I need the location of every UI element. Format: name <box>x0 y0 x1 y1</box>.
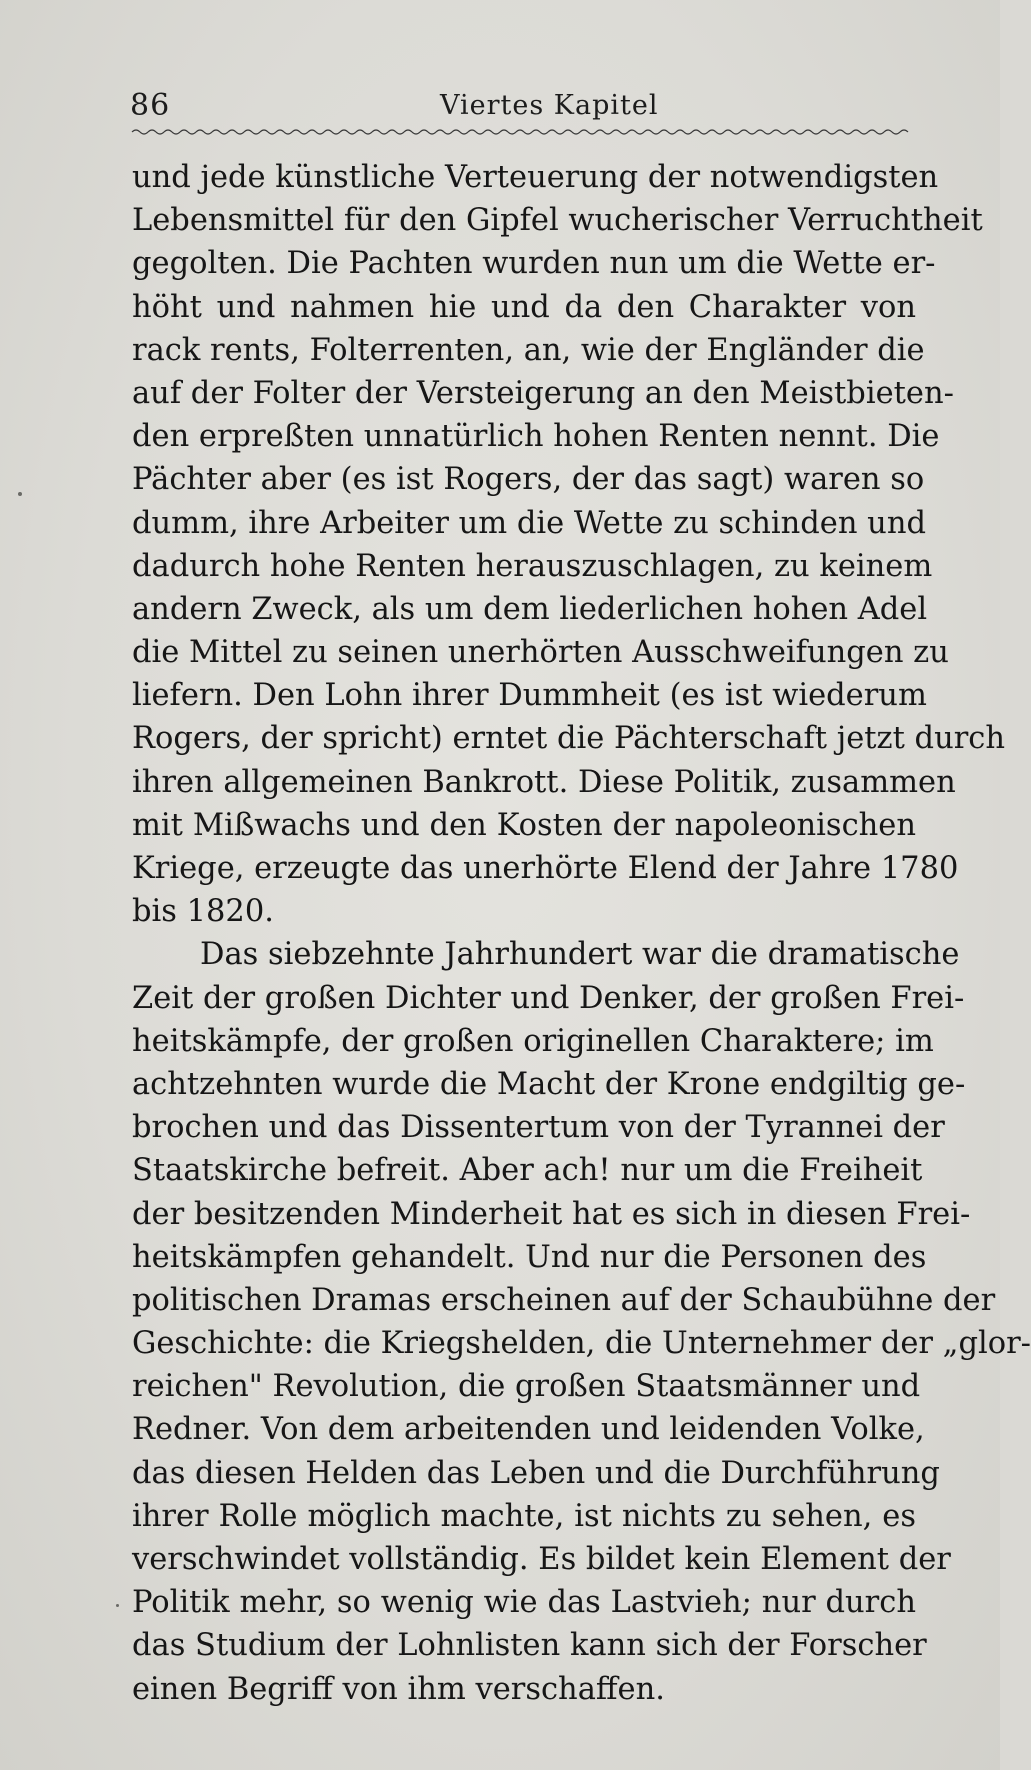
text-line: einen Begriff von ihm verschaffen. <box>132 1671 665 1707</box>
text-line: das diesen Helden das Leben und die Durchführung <box>132 1455 940 1491</box>
text-line: Pächter aber (es ist Rogers, der das sagt) waren so <box>132 462 925 498</box>
text-line: heitskämpfe, der großen originellen Charaktere; im <box>132 1023 934 1059</box>
text-line: Das siebzehnte Jahrhundert war die dramatische <box>200 937 960 973</box>
paper-speck <box>18 492 22 496</box>
text-line: auf der Folter der Versteigerung an den Meistbieten- <box>132 375 954 411</box>
text-line: die Mittel zu seinen unerhörten Ausschweifungen zu <box>132 635 949 671</box>
text-line: bis 1820. <box>132 894 274 930</box>
text-line: andern Zweck, als um dem liederlichen hohen Adel <box>132 591 928 627</box>
paragraph <box>132 933 1031 1710</box>
text-line: der besitzenden Minderheit hat es sich in diesen Frei- <box>132 1196 971 1232</box>
text-line: Zeit der großen Dichter und Denker, der großen Frei- <box>132 980 965 1016</box>
text-line: liefern. Den Lohn ihrer Dummheit (es ist wiederum <box>132 678 927 714</box>
text-line: den erpreßten unnatürlich hohen Renten nennt. Die <box>132 419 940 455</box>
text-line: Redner. Von dem arbeitenden und leidenden Volke, <box>132 1412 925 1448</box>
text-line: mit Mißwachs und den Kosten der napoleonischen <box>132 807 916 843</box>
paper-speck <box>116 1604 119 1607</box>
text-line: Kriege, erzeugte das unerhörte Elend der Jahre 1780 <box>132 851 959 886</box>
paragraph <box>132 156 1006 933</box>
body-text <box>132 156 1031 1711</box>
text-line: und jede künstliche Verteuerung der notwendigsten <box>132 160 939 195</box>
text-line: reichen" Revolution, die großen Staatsmänner und <box>132 1369 921 1405</box>
text-line: Geschichte: die Kriegshelden, die Unternehmer der „glor- <box>132 1326 1031 1362</box>
text-line: verschwindet vollständig. Es bildet kein Element der <box>132 1542 951 1577</box>
text-line: Lebensmittel für den Gipfel wucherischer Verruchtheit <box>132 203 983 239</box>
text-line: heitskämpfen gehandelt. Und nur die Personen des <box>132 1239 927 1275</box>
text-line: gegolten. Die Pachten wurden nun um die Wette er- <box>132 246 936 282</box>
header-wavy-rule <box>132 128 912 136</box>
text-line: brochen und das Dissentertum von der Tyrannei der <box>132 1110 945 1146</box>
page-number: 86 <box>130 88 171 123</box>
text-line: das Studium der Lohnlisten kann sich der Forscher <box>132 1628 927 1664</box>
text-line: politischen Dramas erscheinen auf der Schaubühne der <box>132 1282 996 1318</box>
text-line: dumm, ihre Arbeiter um die Wette zu schinden und <box>132 505 926 541</box>
text-line: dadurch hohe Renten herauszuschlagen, zu keinem <box>132 548 933 584</box>
text-line: Staatskirche befreit. Aber ach! nur um die Freiheit <box>132 1153 923 1189</box>
running-head <box>130 88 890 128</box>
text-line: höht und nahmen hie und da den Charakter von <box>132 289 916 325</box>
text-line: ihren allgemeinen Bankrott. Diese Politik, zusammen <box>132 764 956 800</box>
text-line: achtzehnten wurde die Macht der Krone endgiltig ge- <box>132 1066 966 1102</box>
text-line: ihrer Rolle möglich machte, ist nichts zu sehen, es <box>132 1498 916 1534</box>
text-line: Politik mehr, so wenig wie das Lastvieh; nur durch <box>132 1585 916 1621</box>
chapter-title: Viertes Kapitel <box>440 90 659 121</box>
text-line: Rogers, der spricht) erntet die Pächterschaft jetzt durch <box>132 721 1006 757</box>
text-line: rack rents, Folterrenten, an, wie der Engländer die <box>132 332 925 368</box>
